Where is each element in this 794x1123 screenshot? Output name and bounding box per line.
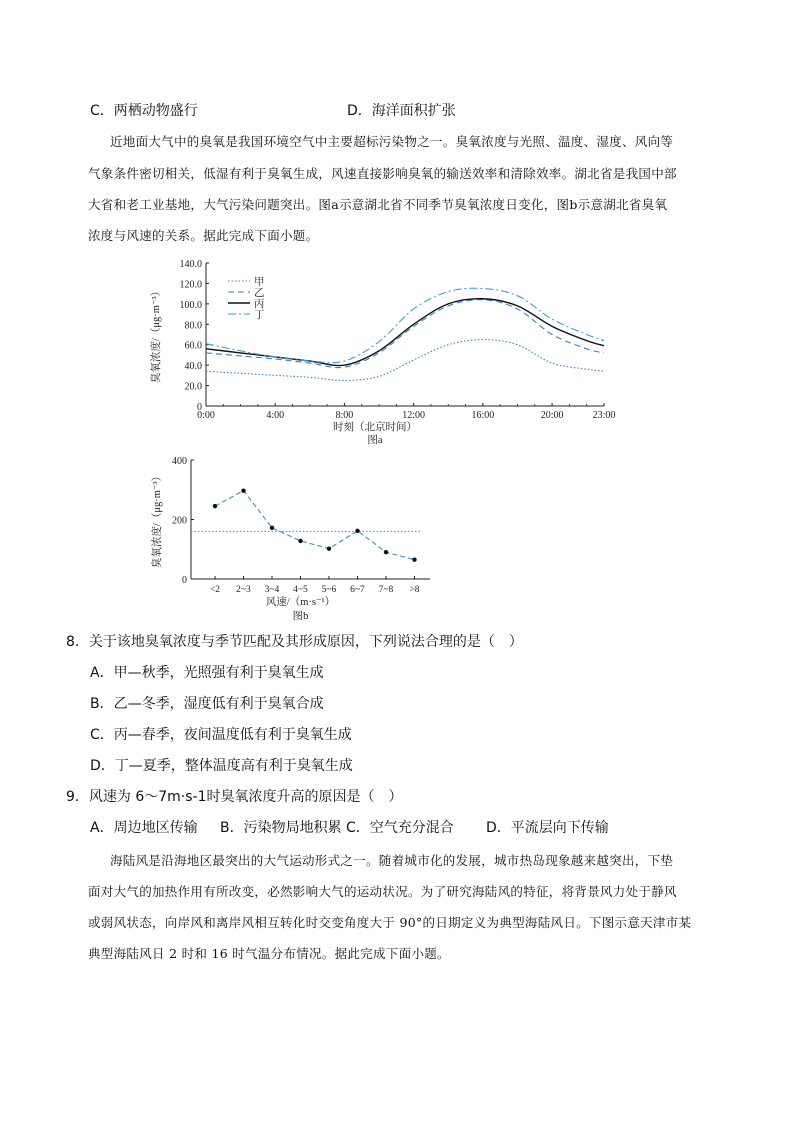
x-tick-label: >8 xyxy=(409,585,420,595)
intro-line: 或弱风状态，向岸风和离岸风相互转化时交变角度大于 90°的日期定义为典型海陆风日。下图示意天津市某 xyxy=(88,915,692,930)
legend-label: 丙 xyxy=(254,299,265,310)
y-tick-label: 120.0 xyxy=(179,279,202,291)
question-9-option-b: B．污染物局地积累 xyxy=(220,820,342,836)
figure-b-ozone-windspeed-chart xyxy=(140,452,440,630)
question-9-stem: 9．风速为 6～7m·s-1时臭氧浓度升高的原因是（ ） xyxy=(66,789,403,805)
figure-caption: 图a xyxy=(367,435,383,446)
x-axis-label: 时刻（北京时间） xyxy=(333,422,417,433)
data-point xyxy=(213,504,217,508)
x-tick-label: <2 xyxy=(209,585,221,595)
intro-line: 典型海陆风日 2 时和 16 时气温分布情况。据此完成下面小题。 xyxy=(88,946,450,961)
intro-line: 大省和老工业基地，大气污染问题突出。图a示意湖北省不同季节臭氧浓度日变化，图b示意湖北省臭氧 xyxy=(88,197,668,212)
legend-label: 丁 xyxy=(254,310,265,321)
x-tick-label: 16:00 xyxy=(471,410,495,421)
question-8-option-b: B．乙—冬季，湿度低有利于臭氧合成 xyxy=(90,696,324,712)
figure-a-ozone-daily-chart xyxy=(140,255,620,450)
question-8-option-d: D．丁—夏季，整体温度高有利于臭氧生成 xyxy=(90,758,353,774)
x-tick-label: 0:00 xyxy=(197,410,215,421)
x-tick-label: 5~6 xyxy=(321,585,337,595)
y-tick-label: 140.0 xyxy=(179,259,202,270)
x-tick-label: 7~8 xyxy=(378,585,394,595)
x-tick-label: 12:00 xyxy=(402,410,426,421)
y-tick-label: 100.0 xyxy=(179,299,202,311)
x-tick-label: 2~3 xyxy=(236,585,251,595)
intro-paragraph-ozone xyxy=(88,126,708,158)
intro-line: 面对大气的加热作用有所改变，必然影响大气的运动状况。为了研究海陆风的特征，将背景风力处于静风 xyxy=(88,884,677,899)
x-tick-label: 8:00 xyxy=(335,410,354,421)
data-point xyxy=(412,557,416,561)
legend-label: 甲 xyxy=(254,277,265,288)
series-line xyxy=(215,491,415,560)
data-point xyxy=(241,488,245,492)
question-8-option-a: A．甲—秋季，光照强有利于臭氧生成 xyxy=(90,665,324,681)
series-line-甲 xyxy=(206,340,604,381)
y-tick-label: 0 xyxy=(197,402,202,413)
y-tick-label: 80.0 xyxy=(184,320,202,332)
data-point xyxy=(270,526,274,530)
intro-line: 海陆风是沿海地区最突出的大气运动形式之一。随着城市化的发展，城市热岛现象越来越突出，下垫 xyxy=(110,853,674,868)
legend-label: 乙 xyxy=(254,288,265,299)
question-8-stem: 8．关于该地臭氧浓度与季节匹配及其形成原因，下列说法合理的是（ ） xyxy=(66,634,523,650)
series-line-乙 xyxy=(206,300,604,368)
x-tick-label: 4~5 xyxy=(293,585,308,595)
data-point xyxy=(327,546,331,550)
y-tick-label: 400 xyxy=(172,456,187,467)
x-tick-label: 3~4 xyxy=(264,585,280,595)
intro-paragraph-sea-breeze xyxy=(88,845,708,877)
intro-line: 近地面大气中的臭氧是我国环境空气中主要超标污染物之一。臭氧浓度与光照、温度、湿度、风向等 xyxy=(110,134,674,149)
data-point xyxy=(384,550,388,554)
data-point xyxy=(355,529,359,533)
series-line-丁 xyxy=(206,288,604,362)
x-tick-label: 23:00 xyxy=(592,410,616,421)
x-axis-label: 风速/（m·s⁻¹） xyxy=(265,597,336,608)
prev-option-c: C．两栖动物盛行 xyxy=(90,103,198,119)
y-tick-label: 40.0 xyxy=(184,361,202,373)
x-tick-label: 6~7 xyxy=(350,585,365,595)
x-tick-label: 20:00 xyxy=(540,410,564,421)
intro-line: 浓度与风速的关系。据此完成下面小题。 xyxy=(88,228,319,243)
question-9-option-c: C．空气充分混合 xyxy=(346,820,454,836)
y-tick-label: 20.0 xyxy=(184,381,202,393)
data-point xyxy=(298,539,302,543)
question-8-option-c: C．丙—春季，夜间温度低有利于臭氧生成 xyxy=(90,727,352,743)
x-tick-label: 4:00 xyxy=(266,410,285,421)
y-tick-label: 0 xyxy=(182,575,187,586)
y-axis-label: 臭氧浓度/（μg·m⁻³） xyxy=(151,285,162,384)
question-9-option-a: A．周边地区传输 xyxy=(90,820,198,836)
y-tick-label: 60.0 xyxy=(184,340,202,352)
intro-line: 气象条件密切相关，低湿有利于臭氧生成，风速直接影响臭氧的输送效率和清除效率。湖北省是我国中部 xyxy=(88,166,677,181)
y-axis-label: 臭氧浓度/（μg·m⁻³） xyxy=(152,470,163,569)
figure-caption: 图b xyxy=(292,611,309,622)
prev-option-d: D．海洋面积扩张 xyxy=(347,103,456,119)
y-tick-label: 200 xyxy=(172,515,187,527)
question-9-option-d: D．平流层向下传输 xyxy=(486,820,609,836)
